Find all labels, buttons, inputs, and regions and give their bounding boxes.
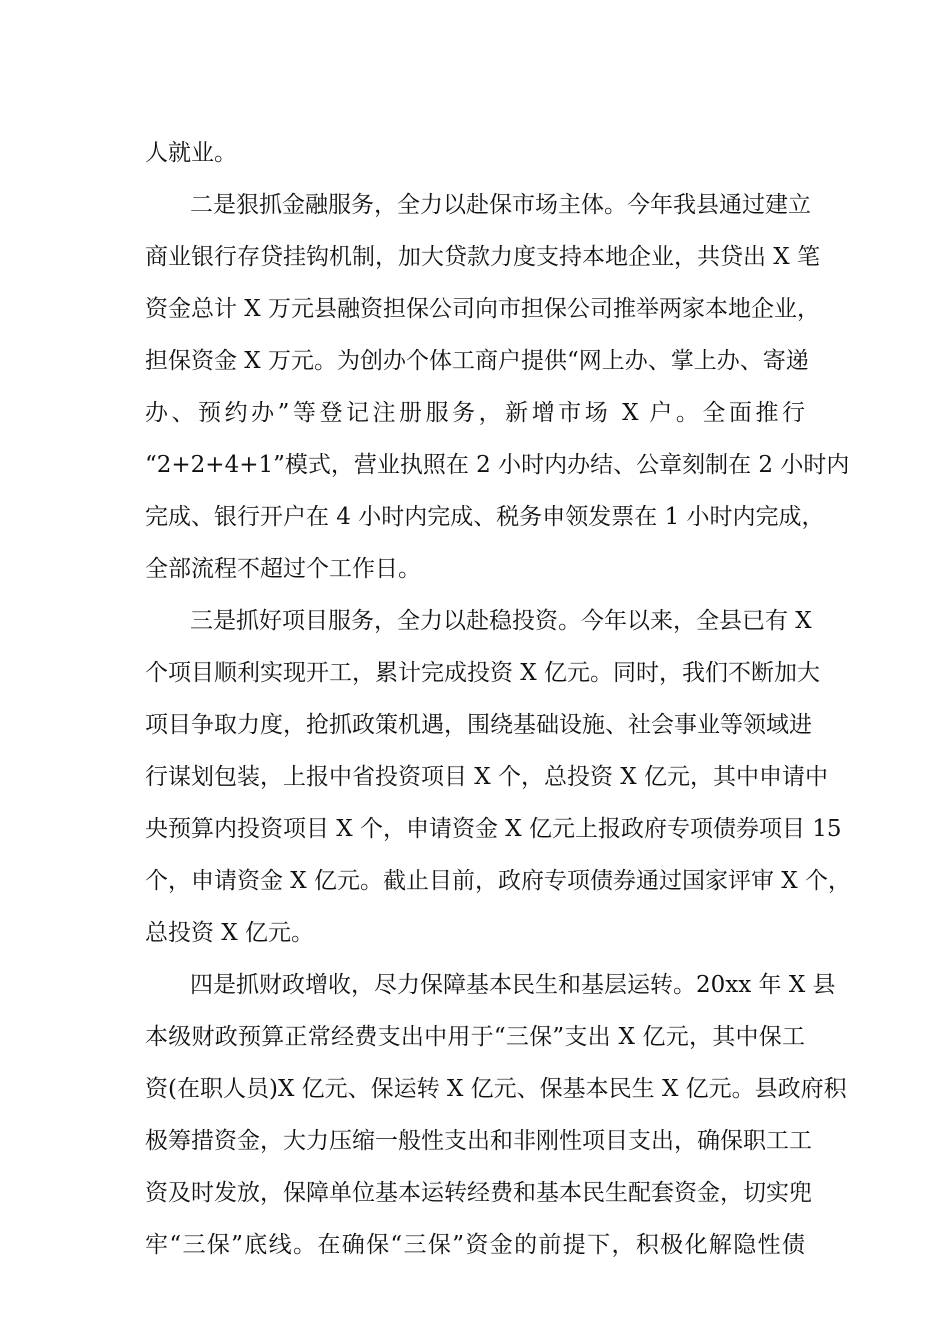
text-line: 行谋划包装，上报中省投资项目 X 个，总投资 X 亿元，其中申请中 [145,764,828,790]
text-line: 全部流程不超过个工作日。 [145,556,421,582]
text-line: 担保资金 X 万元。为创办个体工商户提供“网上办、掌上办、寄递 [145,348,809,374]
text-line: 资及时发放，保障单位基本运转经费和基本民生配套资金，切实兜 [145,1180,812,1206]
text-line: 极筹措资金，大力压缩一般性支出和非刚性项目支出，确保职工工 [145,1128,812,1154]
paragraph-start-line: 三是抓好项目服务，全力以赴稳投资。今年以来，全县已有 X [190,608,812,634]
paragraph-start-line: 四是抓财政增收，尽力保障基本民生和基层运转。20xx 年 X 县 [190,972,836,998]
text-line: 总投资 X 亿元。 [145,920,314,946]
text-line: 资(在职人员)X 亿元、保运转 X 亿元、保基本民生 X 亿元。县政府积 [145,1076,847,1102]
text-line: 项目争取力度，抢抓政策机遇，围绕基础设施、社会事业等领域进 [145,712,812,738]
text-line: 办、预约办”等登记注册服务，新增市场 X 户。全面推行 [145,400,805,426]
text-line: 牢“三保”底线。在确保“三保”资金的前提下，积极化解隐性债 [145,1232,805,1258]
text-line: 央预算内投资项目 X 个，申请资金 X 亿元上报政府专项债券项目 15 [145,816,842,842]
text-line: 个，申请资金 X 亿元。截止目前，政府专项债券通过国家评审 X 个， [145,868,851,894]
text-line: 资金总计 X 万元县融资担保公司向市担保公司推举两家本地企业， [145,296,820,322]
text-line: 人就业。 [145,140,237,166]
text-line: 本级财政预算正常经费支出中用于“三保”支出 X 亿元，其中保工 [145,1024,805,1050]
text-line: “2+2+4+1”模式，营业执照在 2 小时内办结、公章刻制在 2 小时内 [145,452,850,478]
text-line: 商业银行存贷挂钩机制，加大贷款力度支持本地企业，共贷出 X 笔 [145,244,820,270]
paragraph-start-line: 二是狠抓金融服务，全力以赴保市场主体。今年我县通过建立 [190,192,811,218]
text-line: 个项目顺利实现开工，累计完成投资 X 亿元。同时，我们不断加大 [145,660,820,686]
text-line: 完成、银行开户在 4 小时内完成、税务申领发票在 1 小时内完成， [145,504,825,530]
